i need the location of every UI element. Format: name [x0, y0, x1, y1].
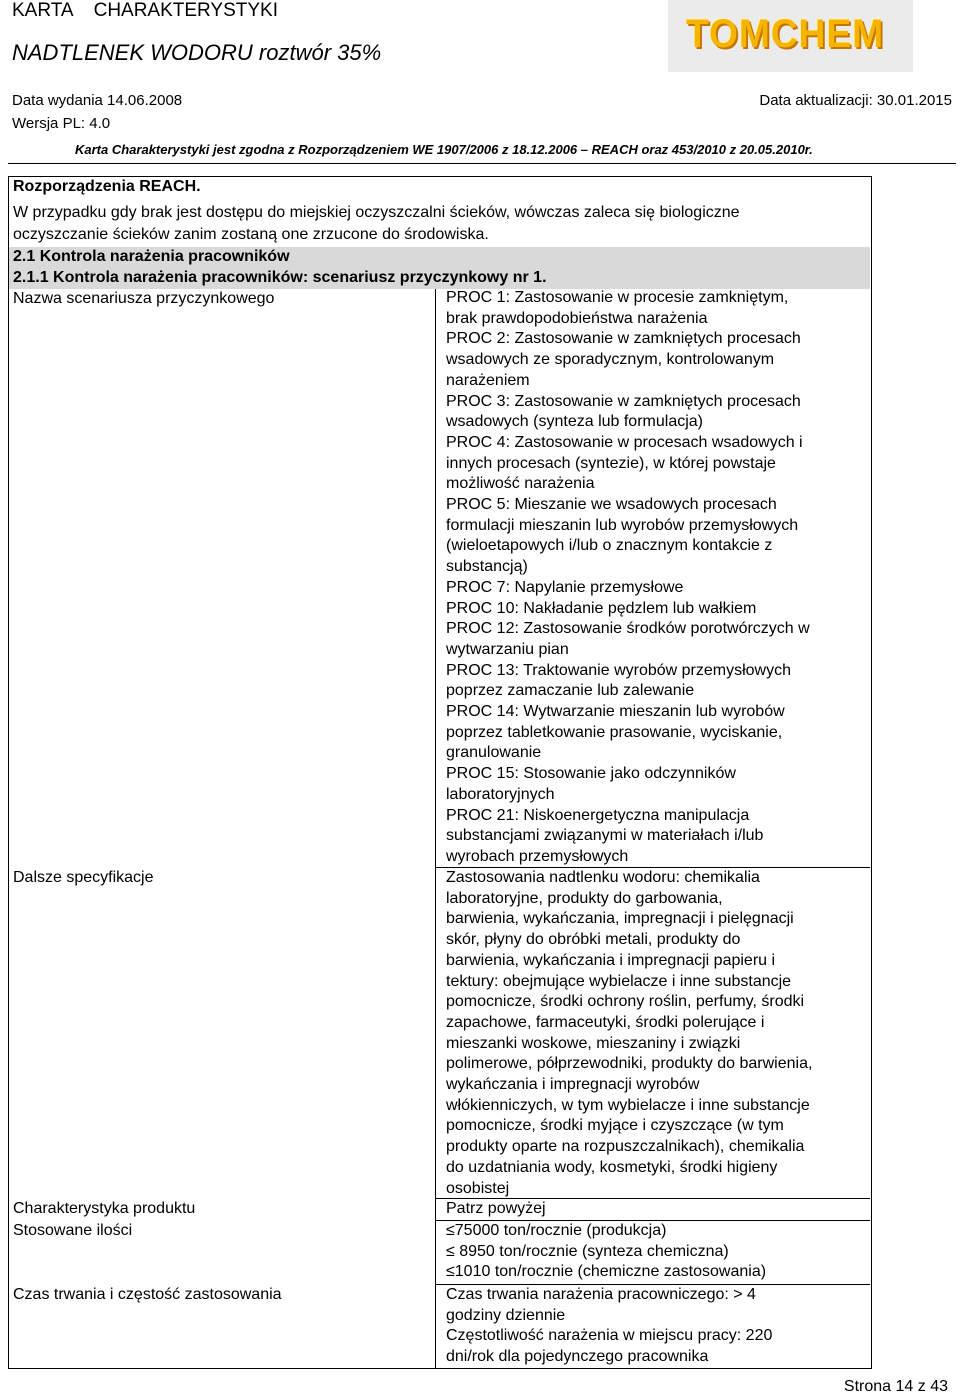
row-label-further-specs: Dalsze specyfikacje: [13, 869, 154, 886]
value-line: PROC 13: Traktowanie wyrobów przemysłowych: [446, 661, 792, 679]
value-line: dni/rok dla pojedynczego pracownika: [446, 1348, 709, 1366]
table-column-divider: [435, 289, 436, 1368]
value-line: PROC 2: Zastosowanie w zamkniętych procesach: [446, 330, 801, 348]
value-line: wsadowych (synteza lub formulacja): [446, 413, 703, 431]
page-number: Strona 14 z 43: [843, 1378, 948, 1395]
value-line: PROC 1: Zastosowanie w procesie zamkniętym,: [446, 289, 789, 306]
value-line: barwienia, wykańczania, impregnacji i pielęgnacji: [446, 910, 794, 928]
value-line: (wieloetapowych i/lub o znacznym kontakcie z: [446, 537, 773, 555]
row-value-further-specs: [446, 868, 866, 1199]
value-line: godziny dziennie: [446, 1306, 566, 1324]
value-line: PROC 12: Zastosowanie środków porotwórczych w: [446, 620, 810, 638]
doc-type-heading: [12, 0, 278, 22]
row-value-amounts-used: [446, 1221, 866, 1283]
doc-type-word-1: KARTA: [12, 0, 74, 21]
value-line: substancjami związanymi w materiałach i/lub: [446, 827, 764, 845]
update-date: Data aktualizacji: 30.01.2015: [759, 92, 952, 109]
value-line: barwienia, wykańczania i impregnacji papieru i: [446, 951, 776, 969]
issue-date: Data wydania 14.06.2008: [12, 92, 183, 109]
value-line: polimerowe, półprzewodniki, produkty do barwienia,: [446, 1055, 813, 1073]
value-line: wyrobach przemysłowych: [446, 847, 629, 865]
value-line: Patrz powyżej: [446, 1200, 546, 1217]
value-line: PROC 21: Niskoenergetyczna manipulacja: [446, 806, 750, 824]
value-line: mieszanki woskowe, mieszaniny i związki: [446, 1034, 741, 1052]
value-line: laboratoryjnych: [446, 785, 555, 803]
value-line: Czas trwania narażenia pracowniczego: > 4: [446, 1286, 756, 1303]
value-line: PROC 10: Nakładanie pędzlem lub wałkiem: [446, 599, 757, 617]
value-line: ≤1010 ton/rocznie (chemiczne zastosowania): [446, 1263, 767, 1281]
row-value-product-characteristics: [446, 1199, 866, 1220]
product-title: NADTLENEK WODORU roztwór 35%: [12, 40, 382, 65]
version: Wersja PL: 4.0: [12, 115, 111, 132]
section-heading-2-1: 2.1 Kontrola narażenia pracowników: [13, 248, 290, 265]
value-line: osobistej: [446, 1179, 510, 1197]
value-line: Częstotliwość narażenia w miejscu pracy: 220: [446, 1327, 773, 1345]
value-line: innych procesach (syntezie), w której powstaje: [446, 454, 776, 472]
value-line: PROC 7: Napylanie przemysłowe: [446, 578, 684, 596]
row-label-product-characteristics: Charakterystyka produktu: [13, 1200, 196, 1217]
intro-line-2: W przypadku gdy brak jest dostępu do miejskiej oczyszczalni ścieków, wówczas zaleca się biologiczne: [13, 204, 740, 221]
row-label-amounts-used: Stosowane ilości: [13, 1222, 133, 1239]
value-line: wykańczania i impregnacji wyrobów: [446, 1076, 700, 1094]
value-line: PROC 3: Zastosowanie w zamkniętych procesach: [446, 392, 801, 410]
value-line: skór, płyny do obróbki metali, produkty do: [446, 931, 741, 949]
doc-type-word-2: CHARAKTERYSTYKI: [93, 0, 279, 21]
value-line: narażeniem: [446, 371, 530, 389]
logo-text: TOMCHEM: [686, 12, 885, 56]
value-line: PROC 14: Wytwarzanie mieszanin lub wyrobów: [446, 703, 785, 721]
value-line: do uzdatniania wody, kosmetyki, środki higieny: [446, 1158, 778, 1176]
row-value-duration-frequency: [446, 1285, 866, 1368]
row-value-scenario-name: [446, 288, 866, 868]
value-line: poprzez tabletkowanie prasowanie, wyciskanie,: [446, 723, 783, 741]
value-line: włókienniczych, w tym wybielacze i inne substancje: [446, 1096, 810, 1114]
intro-line-1: Rozporządzenia REACH.: [13, 178, 201, 195]
value-line: Zastosowania nadtlenku wodoru: chemikalia: [446, 869, 760, 886]
row-label-scenario-name: Nazwa scenariusza przyczynkowego: [13, 290, 275, 307]
value-line: PROC 5: Mieszanie we wsadowych procesach: [446, 496, 777, 514]
section-heading-2-1-1: 2.1.1 Kontrola narażenia pracowników: scenariusz przyczynkowy nr 1.: [13, 269, 547, 286]
value-line: możliwość narażenia: [446, 475, 595, 493]
value-line: ≤ 8950 ton/rocznie (synteza chemiczna): [446, 1242, 729, 1260]
value-line: ≤75000 ton/rocznie (produkcja): [446, 1222, 667, 1239]
value-line: wytwarzaniu pian: [446, 640, 569, 658]
header-divider: [8, 163, 956, 164]
value-line: laboratoryjne, produkty do garbowania,: [446, 889, 723, 907]
value-line: tektury: obejmujące wybielacze i inne substancje: [446, 972, 792, 990]
value-line: formulacji mieszanin lub wyrobów przemysłowych: [446, 516, 799, 534]
value-line: zapachowe, farmaceutyki, środki polerujące i: [446, 1013, 765, 1031]
value-line: granulowanie: [446, 744, 542, 762]
value-line: PROC 4: Zastosowanie w procesach wsadowych i: [446, 433, 803, 451]
value-line: produkty oparte na rozpuszczalnikach), chemikalia: [446, 1138, 805, 1156]
intro-line-3: oczyszczanie ścieków zanim zostaną one zrzucone do środowiska.: [13, 226, 489, 243]
value-line: poprzez zamaczanie lub zalewanie: [446, 682, 695, 700]
value-line: pomocnicze, środki ochrony roślin, perfumy, środki: [446, 993, 805, 1011]
value-line: wsadowych ze sporadycznym, kontrolowanym: [446, 351, 775, 369]
company-logo: [668, 0, 913, 72]
row-label-duration-frequency: Czas trwania i częstość zastosowania: [13, 1286, 282, 1303]
value-line: pomocnicze, środki myjące i czyszczące (w tym: [446, 1117, 784, 1135]
value-line: substancją): [446, 558, 528, 576]
value-line: brak prawdopodobieństwa narażenia: [446, 309, 708, 327]
value-line: PROC 15: Stosowanie jako odczynników: [446, 765, 736, 783]
regulation-note: Karta Charakterystyki jest zgodna z Rozporządzeniem WE 1907/2006 z 18.12.2006 – REACH oraz 453/2010 z 20.05.2010r.: [75, 142, 813, 157]
